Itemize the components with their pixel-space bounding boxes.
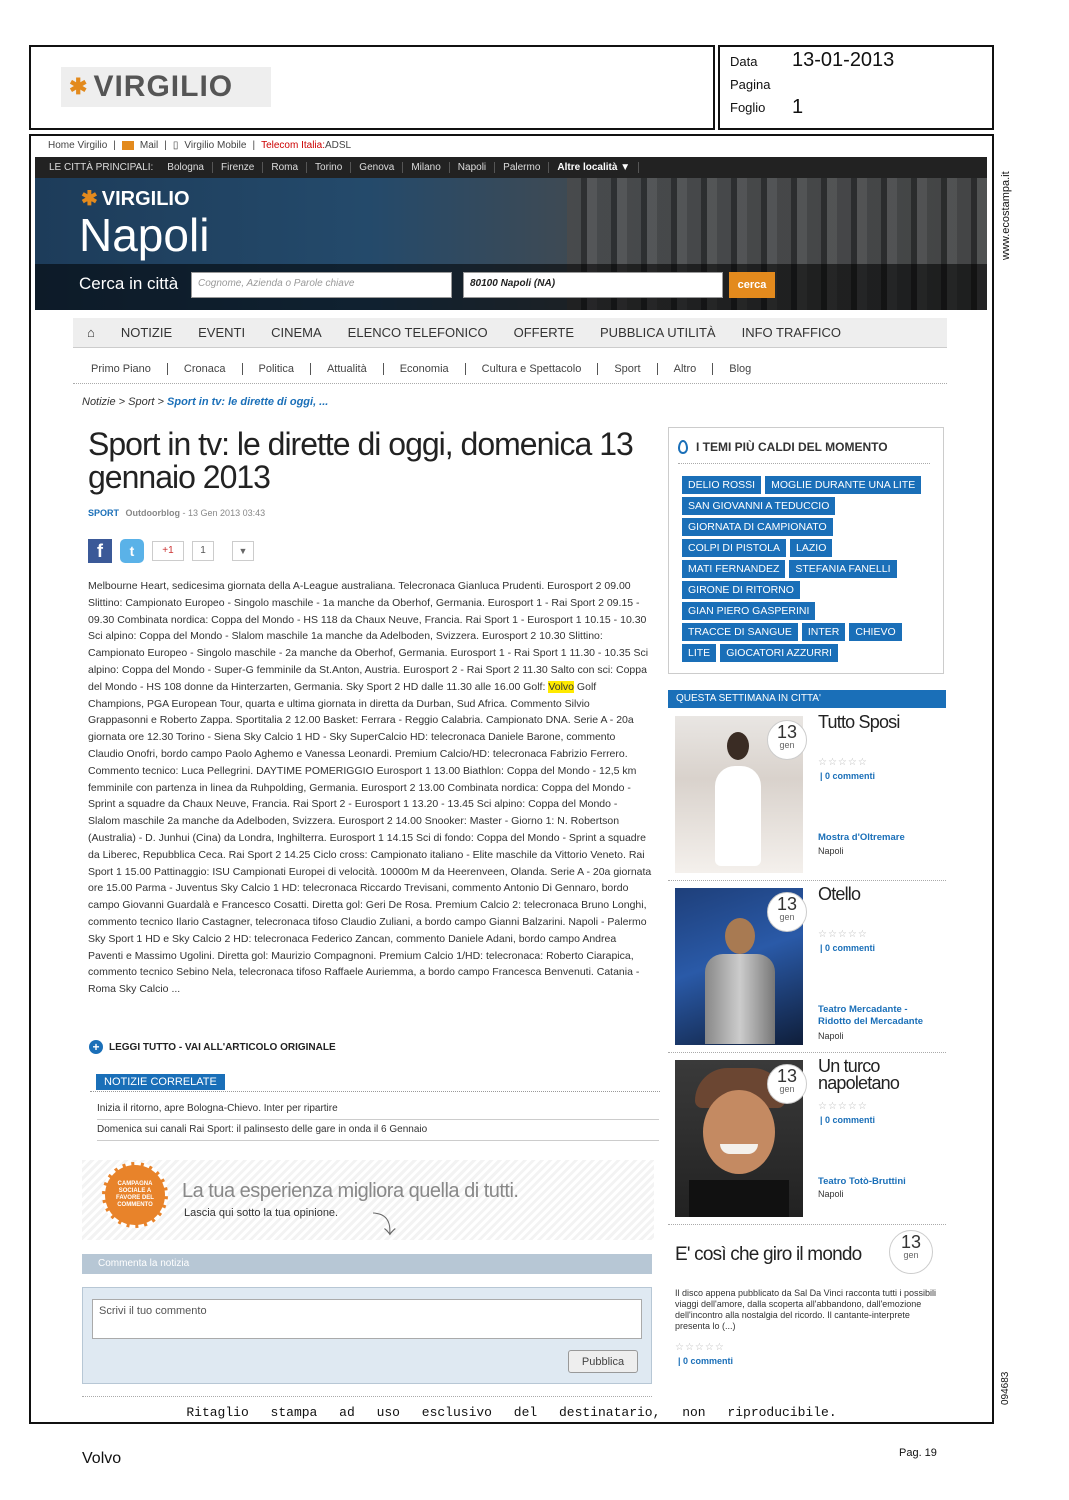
related-item[interactable]: Domenica sui canali Rai Sport: il palinsesto delle gare in onda il 6 Gennaio: [97, 1124, 659, 1141]
hot-tag[interactable]: TRACCE DI SANGUE: [682, 623, 798, 641]
hot-tag[interactable]: LAZIO: [790, 539, 832, 557]
city-link[interactable]: Palermo: [495, 162, 549, 173]
rating-stars[interactable]: ☆☆☆☆☆: [675, 1342, 725, 1353]
byline: [88, 508, 265, 518]
read-more-link[interactable]: + LEGGI TUTTO - VAI ALL'ARTICOLO ORIGINALE: [89, 1040, 336, 1054]
hot-tag[interactable]: CHIEVO: [849, 623, 901, 641]
link-virgilio-mobile[interactable]: Virgilio Mobile: [184, 140, 247, 151]
comments-link[interactable]: | 0 commenti: [820, 943, 876, 953]
rating-stars[interactable]: ☆☆☆☆☆: [818, 757, 868, 768]
foglio-label: Foglio: [730, 100, 766, 115]
subnav-item[interactable]: Altro: [674, 363, 714, 375]
logo-mark-icon: ✱: [69, 74, 88, 99]
promo-title: La tua esperienza migliora quella di tutti.: [182, 1180, 519, 1202]
hot-tag[interactable]: GIOCATORI AZZURRI: [720, 644, 838, 662]
hot-tag[interactable]: GIAN PIERO GASPERINI: [682, 602, 815, 620]
hot-tag[interactable]: INTER: [802, 623, 846, 641]
subnav-item[interactable]: Sport: [614, 363, 657, 375]
campaign-badge: CAMPAGNA SOCIALE A FAVORE DEL COMMENTO: [102, 1162, 168, 1228]
event-city: Napoli: [818, 1189, 844, 1199]
subnav-item[interactable]: Cultura e Spettacolo: [482, 363, 599, 375]
comment-bar: Commenta la notizia: [82, 1254, 652, 1274]
breadcrumb-notizie[interactable]: Notizie: [82, 396, 116, 408]
hot-tag[interactable]: COLPI DI PISTOLA: [682, 539, 786, 557]
divider: [668, 1224, 946, 1225]
nav-notizie[interactable]: NOTIZIE: [120, 325, 173, 340]
link-telecom[interactable]: Telecom Italia:: [261, 140, 325, 151]
publish-button[interactable]: Pubblica: [568, 1350, 638, 1373]
event-city: Napoli: [818, 1031, 844, 1041]
nav-cinema[interactable]: CINEMA: [271, 325, 322, 340]
event-description: Il disco appena pubblicato da Sal Da Vinci racconta tutti i possibili viaggi dell'amore, dalla scoperta all'abbandono, dall'emozione dell'incontro alla nostalgia del ricordo. Il cantante-interprete presenta lo (...): [675, 1288, 936, 1331]
article-source[interactable]: Outdoorblog: [125, 508, 181, 518]
search-label: Cerca in città: [79, 274, 179, 293]
footer-note: Ritaglio stampa ad uso esclusivo del destinatario, non riproducibile.: [186, 1405, 837, 1420]
breadcrumb-current: Sport in tv: le dirette di oggi, ...: [167, 396, 329, 408]
mobile-icon: ▯: [172, 140, 179, 151]
article-date: - 13 Gen 2013 03:43: [182, 508, 266, 518]
twitter-icon[interactable]: t: [120, 539, 144, 563]
divider: [73, 383, 947, 384]
divider: [668, 880, 946, 881]
comments-link[interactable]: | 0 commenti: [678, 1356, 734, 1366]
week-header: QUESTA SETTIMANA IN CITTA': [668, 690, 946, 708]
hot-tag[interactable]: MOGLIE DURANTE UNA LITE: [765, 476, 921, 494]
divider: [678, 463, 930, 464]
pagina-label: Pagina: [730, 77, 771, 92]
related-item[interactable]: Inizia il ritorno, apre Bologna-Chievo. Inter per ripartire: [97, 1103, 659, 1120]
divider: [668, 1052, 946, 1053]
side-url: www.ecostampa.it: [1000, 171, 1012, 260]
subnav-item[interactable]: Politica: [259, 363, 311, 375]
related-header: [90, 1074, 660, 1092]
logo-text: VIRGILIO: [93, 70, 234, 103]
page-number: Pag. 19: [899, 1447, 937, 1459]
article-category[interactable]: SPORT: [88, 508, 120, 518]
subnav-item[interactable]: Attualità: [327, 363, 384, 375]
divider: [82, 1396, 652, 1397]
search-input[interactable]: Cognome, Azienda o Parole chiave: [191, 272, 452, 298]
google-plus-count: 1: [192, 541, 214, 561]
hot-tag[interactable]: SAN GIOVANNI A TEDUCCIO: [682, 497, 835, 515]
plus-circle-icon: +: [89, 1040, 103, 1054]
top-links: Home Virgilio | Mail | ▯ Virgilio Mobile | Telecom Italia: ADSL: [48, 140, 352, 151]
link-home-virgilio[interactable]: Home Virgilio: [48, 140, 108, 151]
hot-tag[interactable]: LITE: [682, 644, 716, 662]
other-cities-dropdown[interactable]: Altre località ▼: [549, 162, 639, 173]
hot-tag[interactable]: GIRONE DI RITORNO: [682, 581, 800, 599]
comment-input[interactable]: Scrivi il tuo commento: [92, 1299, 642, 1339]
data-value: 13-01-2013: [792, 49, 895, 71]
sub-nav: [73, 358, 947, 380]
banner-brand: ✱ VIRGILIO: [81, 188, 190, 210]
hot-tag[interactable]: GIORNATA DI CAMPIONATO: [682, 518, 833, 536]
clip-header-right: [718, 45, 994, 130]
link-adsl[interactable]: ADSL: [324, 140, 352, 151]
keyword-highlight: Volvo: [548, 680, 575, 693]
event-date-badge: 13 gen: [767, 1064, 807, 1104]
city-link[interactable]: Torino: [307, 162, 351, 173]
data-label: Data: [730, 54, 758, 69]
nav-info-traffico[interactable]: INFO TRAFFICO: [741, 325, 842, 340]
nav-pubblica-utilita[interactable]: PUBBLICA UTILITÀ: [600, 325, 716, 340]
brand-keyword: Volvo: [82, 1450, 122, 1467]
arrow-icon: ⤵: [372, 1212, 396, 1239]
facebook-icon[interactable]: f: [88, 539, 112, 563]
rating-stars[interactable]: ☆☆☆☆☆: [818, 929, 868, 940]
foglio-value: 1: [792, 96, 804, 118]
event-title[interactable]: Tutto Sposi: [818, 712, 900, 732]
article-title: Sport in tv: le dirette di oggi, domenica 13 gennaio 2013: [88, 426, 633, 495]
rating-stars[interactable]: ☆☆☆☆☆: [818, 1101, 868, 1112]
banner-city-name: Napoli: [79, 209, 210, 261]
google-plus-button[interactable]: +1: [152, 541, 184, 561]
city-link[interactable]: Firenze: [213, 162, 263, 173]
breadcrumb-sport[interactable]: Sport: [128, 396, 155, 408]
city-link[interactable]: Bologna: [159, 162, 213, 173]
clip-header-left: [29, 45, 715, 130]
event-date-badge: 13 gen: [889, 1230, 933, 1274]
location-input[interactable]: 80100 Napoli (NA): [463, 272, 723, 298]
hot-tag[interactable]: MATI FERNANDEZ: [682, 560, 785, 578]
event-venue[interactable]: Teatro Totò-Bruttini: [818, 1176, 906, 1187]
hot-topics-header: I TEMI PIÙ CALDI DEL MOMENTO: [678, 440, 888, 454]
event-date-badge: 13 gen: [767, 892, 807, 932]
event-date-badge: 13 gen: [767, 720, 807, 760]
subnav-item[interactable]: Economia: [400, 363, 466, 375]
city-link[interactable]: Genova: [351, 162, 403, 173]
event-title[interactable]: E' così che giro il mondo: [675, 1244, 862, 1265]
city-bar: [35, 157, 987, 178]
event-title[interactable]: Un turco napoletano: [818, 1056, 900, 1093]
subnav-item[interactable]: Primo Piano: [91, 363, 168, 375]
side-id: 094683: [1000, 1371, 1011, 1405]
city-banner: [35, 178, 987, 310]
link-mail[interactable]: Mail: [139, 140, 159, 151]
event-title[interactable]: Otello: [818, 884, 861, 904]
subnav-item[interactable]: Blog: [729, 363, 752, 375]
hot-tag[interactable]: DELIO ROSSI: [682, 476, 761, 494]
nav-eventi[interactable]: EVENTI: [198, 325, 246, 340]
nav-offerte[interactable]: OFFERTE: [513, 325, 575, 340]
hot-tags: [682, 476, 932, 662]
event-city: Napoli: [818, 846, 844, 856]
comments-link[interactable]: | 0 commenti: [820, 771, 876, 781]
related-heading: NOTIZIE CORRELATE: [96, 1074, 225, 1090]
subnav-item[interactable]: Cronaca: [184, 363, 243, 375]
promo-subtitle: Lascia qui sotto la tua opinione.: [184, 1207, 339, 1219]
city-link[interactable]: Roma: [263, 162, 307, 173]
search-button[interactable]: cerca: [729, 272, 775, 298]
social-share: [88, 539, 254, 563]
virgilio-logo: [61, 67, 271, 107]
city-bar-label: LE CITTÀ PRINCIPALI:: [49, 162, 154, 173]
main-nav: [73, 318, 947, 348]
comments-link[interactable]: | 0 commenti: [820, 1115, 876, 1125]
chevron-down-icon[interactable]: ▼: [232, 541, 254, 561]
nav-elenco-telefonico[interactable]: ELENCO TELEFONICO: [347, 325, 488, 340]
hot-tag[interactable]: STEFANIA FANELLI: [789, 560, 896, 578]
flame-icon: [678, 440, 688, 454]
breadcrumb: Notizie > Sport > Sport in tv: le dirette di oggi, ...: [82, 396, 329, 408]
article-body: Melbourne Heart, sedicesima giornata della A-League australiana. Telecronaca Gianluca Prudenti. Eurosport 2 09.00 Slittino: Campionato Europeo - Singolo maschile - 1a manche da Oberhof, Germania. Eurosport 1 - Rai Sport 2 09.15 - 09.30 Combinata nordica: Coppa del Mondo - HS 118 da Chaux Neuve, Francia. Rai Sport 1 - Eurosport 1 10.15 - 10.30 Sci alpino: Coppa del Mondo - Slalom maschile 1a manche da Adelboden, Svizzera. Eurosport 2 10.30 Slittino: Campionato Europeo - Singolo maschile - 2a manche da Oberhof, Germania. Eurosport 1 - Rai Sport 1 11.30 - 10.35 Sci alpino: Coppa del Mondo - Super-G femminile da St.Anton, Austria. Eurosport 2 - Rai Sport 2 11.30 Salto con sci: Coppa del Mondo - HS 108 donne da Hinterzarten, Germania. Sky Sport 2 HD dalle 11.30 alle 16.00 Golf: Volvo Golf Champions, PGA European Tour, quarta e ultima giornata in diretta da Durban, Sud Africa. Commento Silvio Grappasonni e Roberto Zappa. Sportitalia 2 12.00 Basket: Ferrara - Reggio Calabria. Campionato DNA. Serie A - 20a giornata ore 12.30 Torino - Siena Sky Calcio 1 HD - Sky SuperCalcio HD: telecronaca Daniele Barone, commento Claudio Onofri, bordo campo Paolo Aghemo e Vanessa Leonardi. Premium Calcio/HD: telecronaca Fabrizio Ferrero. Commento tecnico: Luca Pellegrini. DAYTIME POMERIGGIO Eurosport 1 13.00 Biathlon: Coppa del Mondo - 12,5 km femminile con partenza in linea da Ruhpolding, Germania. Eurosport 2 13.00 Combinata nordica: Coppa del Mondo - Sprint a squadre da Chaux Neuve, Francia. Rai Sport 2 - Eurosport 1 13.20 - 13.45 Sci alpino: Coppa del Mondo - Slalom maschile 2a manche da Adelboden, Svizzera. Eurosport 2 14.00 Snooker: Master - Giorno 1: N. Robertson (Australia) - D. Junhui (Cina) da Londra, Inghilterra. Eurosport 1 14.15 Sci di fondo: Coppa del Mondo - Sprint a squadre da Liberec, Repubblica Ceca. Rai Sport 2 14.25 Ciclo cross: Campionato italiano - Elite maschile da Vittorio Veneto. Rai Sport 1 15.00 Pattinaggio: ISU Campionati Europei di velocità. 10000m M da Heerenveen, Olanda. Serie A - 20a giornata ore 15.00 Parma - Juventus Sky Calcio 1 HD: telecronaca Riccardo Trevisani, commento Antonio Di Gennaro, bordo campo Giovanni Guardalà e Francesco Cosatti. Diretta gol: Geri De Rosa. Premium Calcio 2: telecronaca Bruno Longhi, commento tecnico Ilario Castagner, telecronaca tifoso Claudio Zuliani, a bordo campo Gianni Balzarini. Napoli - Palermo Sky Sport 1 HD e Sky Calcio 2 HD: telecronaca Federico Zancan, commento Daniele Adani, bordo campo Andrea Paventi e Massimo Ugolini. Diretta gol: Maurizio Compagnoni. Premium Calcio 1/HD: telecronaca: Roberto Ciarapica, commento tecnico Sebino Nela, telecronaca tifoso Raffaele Auriemma, a bordo campo Francesca Benvenuti. Catania - Roma Sky Calcio ...: [88, 580, 652, 996]
mail-icon: [122, 141, 134, 150]
city-link[interactable]: Milano: [403, 162, 449, 173]
event-venue[interactable]: Teatro Mercadante - Ridotto del Mercadante: [818, 1004, 924, 1027]
event-venue[interactable]: Mostra d'Oltremare: [818, 832, 905, 843]
home-icon[interactable]: ⌂: [87, 325, 95, 340]
city-link[interactable]: Napoli: [450, 162, 495, 173]
